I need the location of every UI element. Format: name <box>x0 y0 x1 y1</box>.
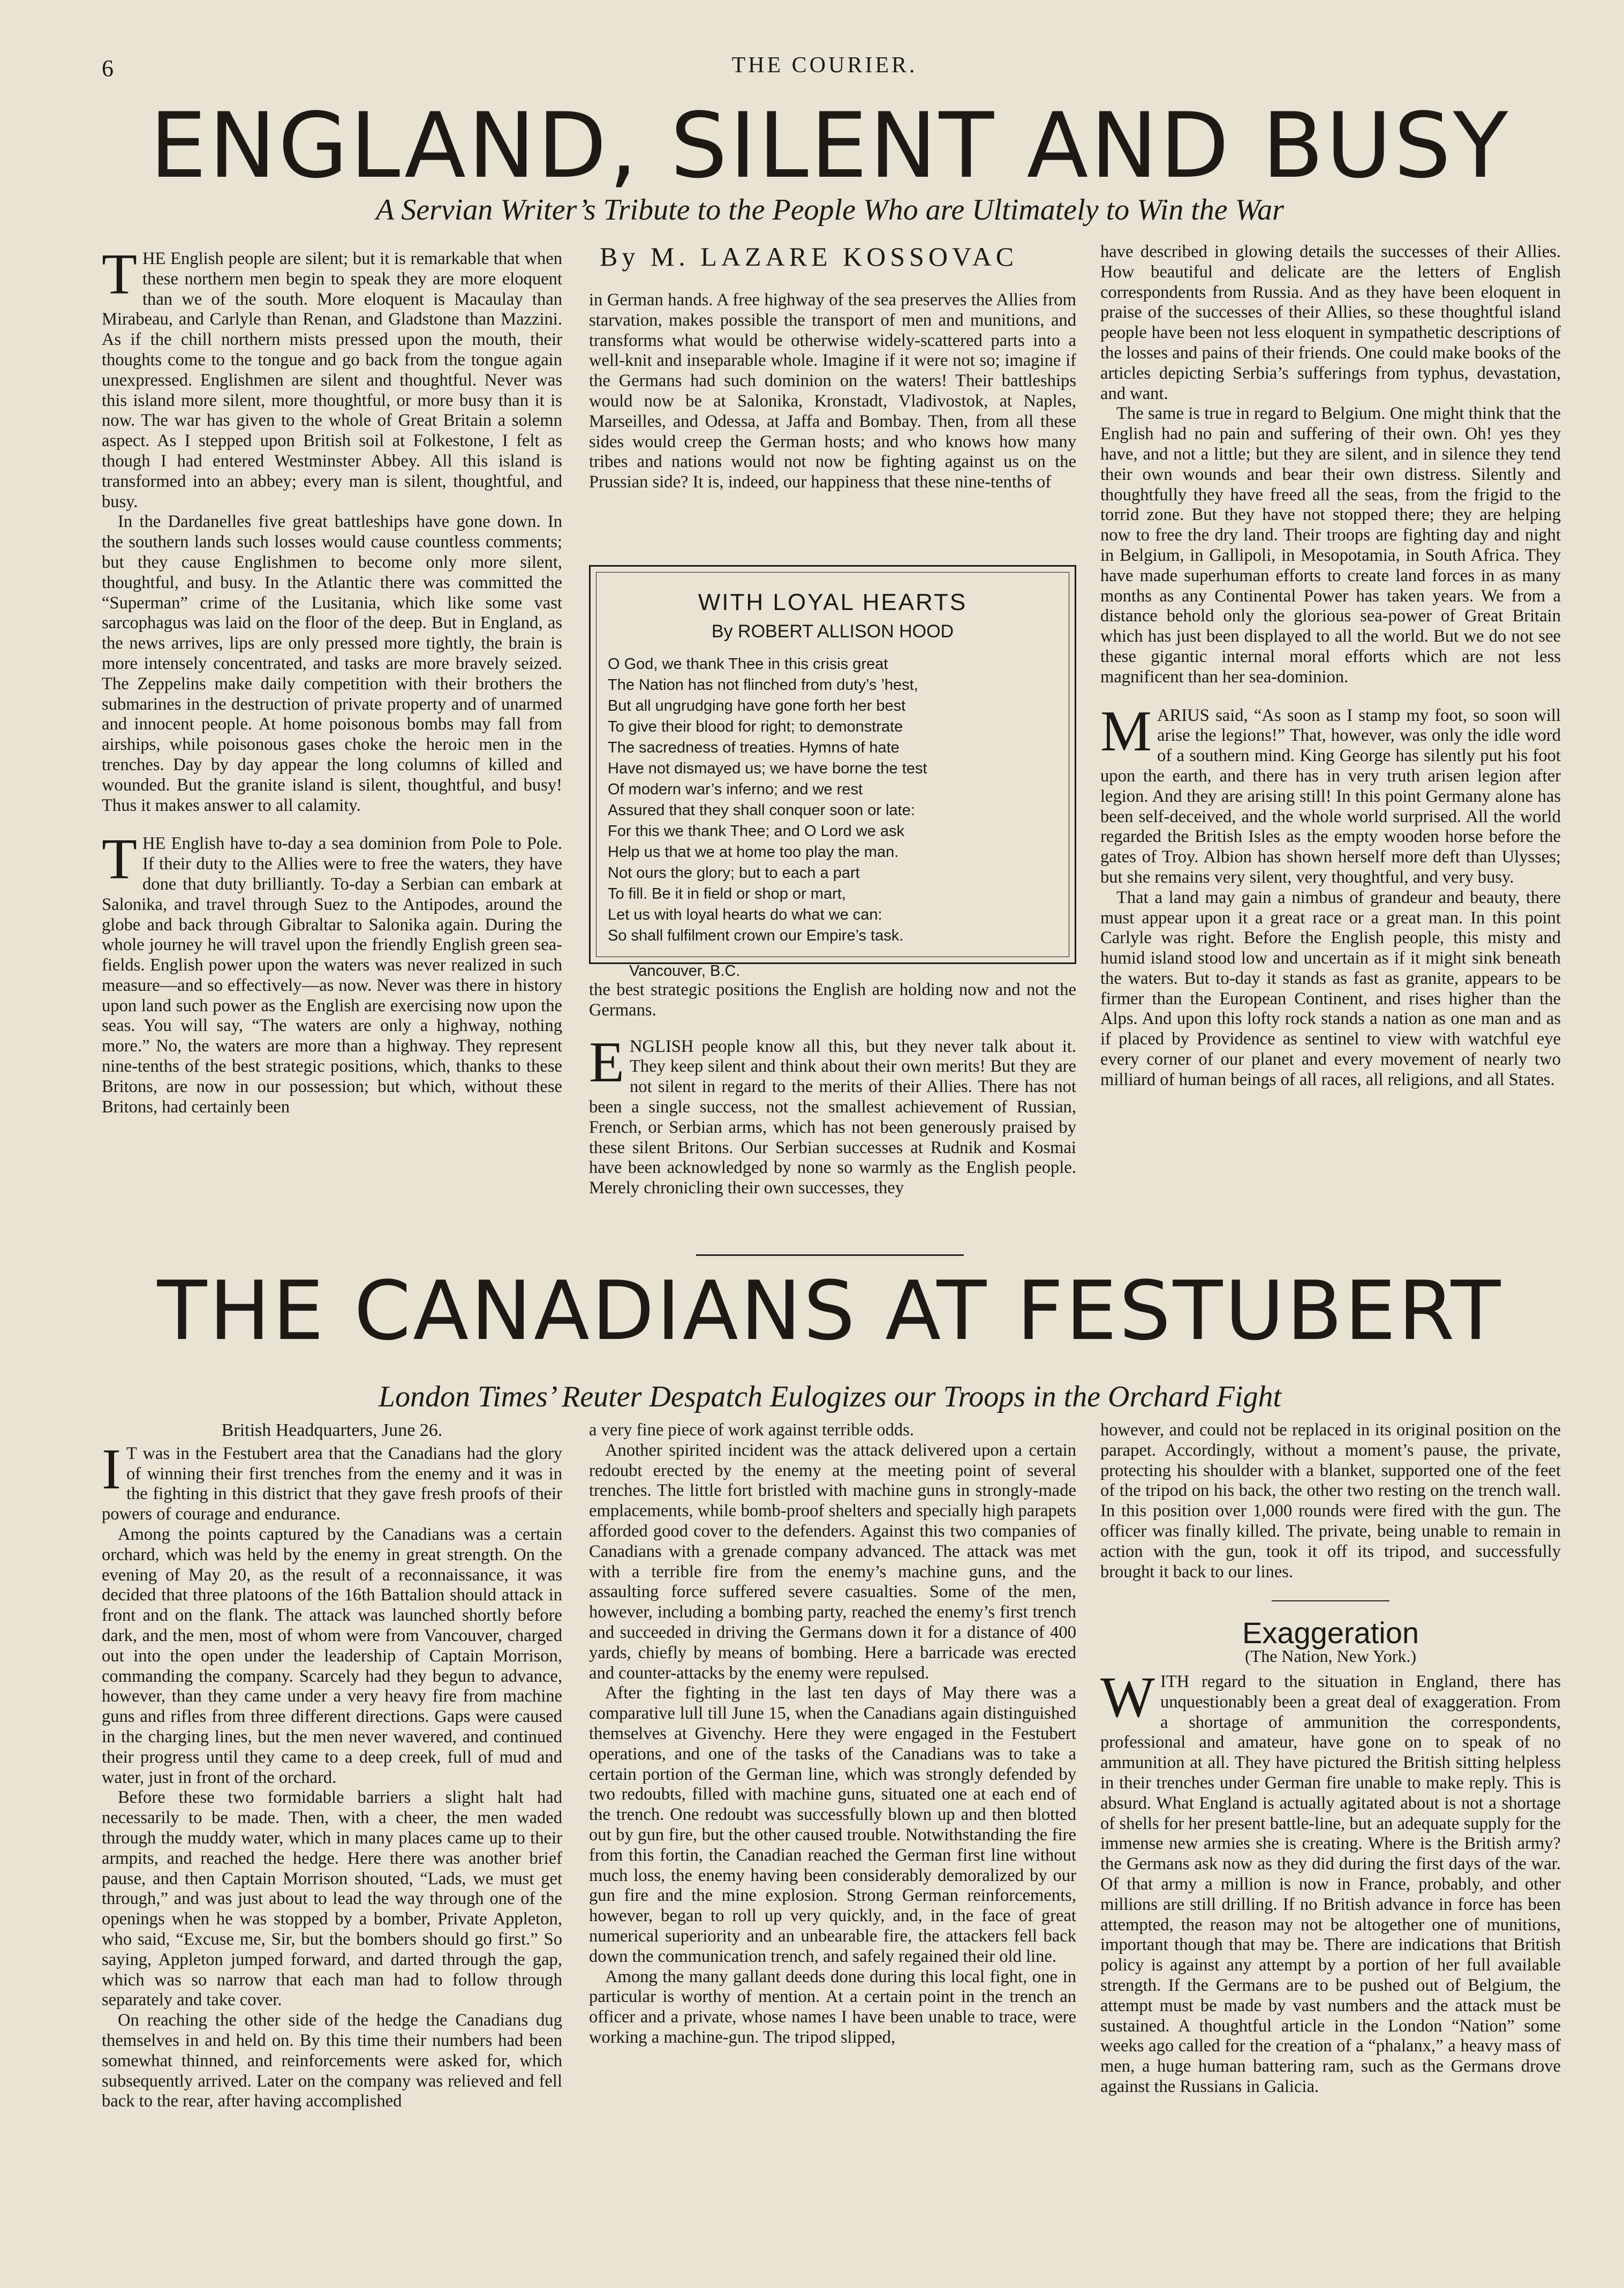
paragraph: On reaching the other side of the hedge the Canadians dug themselves in and held on. By this time their numbers had been somewhat thinned, and reinforcements were asked for, which subsequently arrived. Later on the company was relieved and fell back to the rear, after having accomplished <box>102 2011 562 2111</box>
article1-column-2-top <box>589 290 1076 493</box>
poem-box <box>589 565 1076 980</box>
article1-column-2-bottom <box>589 980 1076 1199</box>
drop-cap: M <box>1100 699 1152 763</box>
paragraph: Among the points captured by the Canadians was a certain orchard, which was held by the enemy in great strength. On the evening of May 20, as the result of a reconnaissance, it was decided that three platoons of the 16th Battalion should attack in front and on the flank. The attack was launched shortly before dark, and the men, most of whom were from Vancouver, charged out into the open under the leadership of Captain Morrison, commanding the company. Scarcely had they begun to advance, however, than they came under a very heavy fire from machine guns and rifles from three different directions. Gaps were caused in the charging lines, but the men never wavered, and continued their progress until they came to a deep creek, full of mud and water, just in front of the orchard. <box>102 1524 562 1787</box>
poem-line: Of modern war’s inferno; and we rest <box>608 781 863 798</box>
article1-column-1 <box>102 243 562 1117</box>
drop-cap: W <box>1100 1665 1155 1729</box>
article2-column-3 <box>1100 1420 1561 2097</box>
paragraph: After the fighting in the last ten days of May there was a comparative lull till June 15, when the Canadians again distinguished themselves at Givenchy. Here they were engaged in the Festubert operations, and one of the tasks of the Canadians was to take a certain portion of the German line, which was strongly defended by two redoubts, filled with machine guns, situated one at each end of the trench. One redoubt was successfully blown up and then blotted out by gun fire, but the other caused trouble. Notwithstanding the fire from this fortin, the Canadian reached the German first line without much loss, the enemy having been considerably demoralized by our gun fire and the mine explosion. Strong German reinforcements, however, began to roll up very quickly, and, in the face of great numerical superiority and an unbearable fire, the attackers fell back down the communication trench, and safely regained their old line. <box>589 1683 1076 1966</box>
poem-line: To fill. Be it in field or shop or mart, <box>608 885 846 902</box>
drop-cap: I <box>102 1437 121 1501</box>
paragraph: In the Dardanelles five great battleships have gone down. In the southern lands such losses would cause countless comments; but they cause Englishmen to become only more silent, thoughtful, and busy. In the Atlantic there was committed the “Superman” crime of the Lusitania, which like some vast sarcophagus was laid on the floor of the deep. But in England, as the news arrives, lips are only pressed more tightly, the brain is more intensely concentrated, and tasks are more bravely seized. The Zeppelins make daily competition with their brothers the submarines in the destruction of private property and of unarmed and innocent people. At home poisonous bombs may fall from airships, while poisonous gases choke the heroic men in the trenches. Day by day appear the long columns of killed and wounded. But the granite island is silent, thoughtful, and busy! Thus it makes answer to all calamity. <box>102 512 562 815</box>
poem-line: So shall fulfilment crown our Empire’s task. <box>608 927 904 944</box>
byline: By M. LAZARE KOSSOVAC <box>600 242 1018 272</box>
column-divider <box>1272 1600 1389 1601</box>
poem-place: Vancouver, B.C. <box>629 962 741 980</box>
dateline: British Headquarters, June 26. <box>221 1420 443 1440</box>
paragraph: That a land may gain a nimbus of grandeur and beauty, there must appear upon it a great race or a great man. In this point Carlyle was right. Before the English people, this misty and humid island stood low and uncertain as if it might sink beneath the waters. But to-day it stands as fast as granite, appears to be firmer than the European Continent, and rises higher than the Alps. And upon this lofty rock stands a nation as one man and as if placed by Providence as sentinel to view with watchful eye every corner of our planet and every movement of nearly two milliard of human beings of all races, all religions, and all States. <box>1100 887 1561 1089</box>
poem-line: But all ungrudging have gone forth her best <box>608 697 906 714</box>
article2-column-2 <box>589 1420 1076 2048</box>
paragraph: Among the many gallant deeds done during this local fight, one in particular is worthy of mention. At a certain point in the trench an officer and a private, whose names I have been unable to trace, were working a machine-gun. The tripod slipped, <box>589 1967 1076 2047</box>
poem-line: For this we thank Thee; and O Lord we ask <box>608 823 904 840</box>
paragraph: Another spirited incident was the attack delivered upon a certain redoubt erected by the enemy at the meeting point of several trenches. The little fort bristled with machine guns in strongly-made emplacements, while bomb-proof shelters and specially high parapets afforded good cover to the defenders. Against this two companies of Canadians with a grenade company advanced. The attack was met with a terrible fire from the enemy’s machine guns, and the assaulting force suffered severe casualties. Some of the men, however, including a bombing party, reached the enemy’s first trench and succeeded in driving the Germans down it for a distance of 400 yards, chiefly by means of bombing. Here a barricade was erected and counter-attacks by the enemy were repulsed. <box>589 1440 1076 1683</box>
headline-england: ENGLAND, SILENT AND BUSY <box>149 93 1510 198</box>
poem-line: The sacredness of treaties. Hymns of hate <box>608 739 900 756</box>
section-divider <box>696 1254 964 1256</box>
paragraph: The same is true in regard to Belgium. One might think that the English had no pain and suffering of their own. Oh! yes they have, and not a little; but they are silent, and in silence they tend their own wounds and bear their own distress. Silently and thoughtfully they have freed all the seas, from the frigid to the torrid zone. But they have not stopped there; they are helping now to free the dry land. Their troops are fighting day and night in Belgium, in Gallipoli, in Mesopotamia, in South Africa. They have made superhuman efforts to create land forces in as many months as any Continental Power has taken years. We from a distance behold only the glorious sea-power of Great Britain which has just been displayed to all the world. But we do not see these gigantic internal moral efforts which are not less magnificent than her sea-dominion. <box>1100 404 1561 687</box>
drop-cap: E <box>589 1030 624 1094</box>
poem-line: Have not dismayed us; we have borne the test <box>608 760 927 777</box>
headline-festubert: THE CANADIANS AT FESTUBERT <box>157 1263 1503 1358</box>
paragraph: WITH regard to the situation in England, there has unquestionably been a great deal of exaggeration. From a shortage of ammunition the correspondents, professional and amateur, have gone on to speak of no ammunition at all. They have pictured the British sitting helpless in their trenches under German fire unable to make reply. This is absurd. What England is actually agitated about is not a shortage of shells for her present battle-line, but an adequate supply for the immense new armies she is creating. Where is the British army? the Germans ask now as they did during the first days of the war. Of that army a million is now in France, probably, and other millions are still drilling. If no British advance in force has been attempted, the reason may not be altogether one of munitions, important though that may be. There are indications that British policy is against any attempt by a portion of her full available strength. If the Germans are to be pushed out of Belgium, the attempt must be made by vast numbers and the attack must be sustained. A thoughtful article in the London “Nation” some weeks ago called for the creation of a “phalanx,” a heavy mass of men, a huge human battering ram, such as the Germans drove against the Russians in Galicia. <box>1100 1665 1561 2096</box>
paragraph: THE English have to-day a sea dominion from Pole to Pole. If their duty to the Allies were to free the waters, they have done that duty brilliantly. To-day a Serbian can embark at Salonika, and travel through Suez to the Antipodes, around the globe and back through Gibraltar to Salonika again. During the whole journey he will travel upon the friendly English green sea-fields. English power upon the waters was never realized in such measure—and so effectively—as now. Never was there in history upon land such power as the English are exercising now upon the seas. You will say, “The waters are only a highway, nothing more.” No, the waters are more than a highway. They represent nine-tenths of the best strategic positions, which, thanks to these Britons, are now in our possession; but which, without these Britons, had certainly been <box>102 827 562 1117</box>
paragraph: the best strategic positions the English are holding now and not the Germans. <box>589 980 1076 1020</box>
article1-column-3 <box>1100 242 1561 1090</box>
running-head: THE COURIER. <box>731 53 918 78</box>
paragraph: however, and could not be replaced in its original position on the parapet. Accordingly, without a moment’s pause, the private, protecting his shoulder with a blanket, supported one of the feet of the tripod on his back, the other two resting on the trench wall. In this position over 1,000 rounds were fired with the gun. The officer was finally killed. The private, being unable to remain in action with the gun, took it off its tripod, and successfully brought it back to our lines. <box>1100 1420 1561 1582</box>
article2-column-1 <box>102 1420 562 2112</box>
poem-author: By ROBERT ALLISON HOOD <box>711 621 954 642</box>
poem-line: Assured that they shall conquer soon or late: <box>608 802 915 819</box>
poem-line: To give their blood for right; to demonstrate <box>608 718 903 735</box>
paragraph: I T was in the Festubert area that the Canadians had the glory of winning their first trenches from the enemy and it was in the fighting in this district that they gave fresh proofs of their powers of courage and endurance. <box>102 1437 562 1524</box>
paragraph: in German hands. A free highway of the sea preserves the Allies from starvation, makes possible the transport of men and munitions, and transforms what would be otherwise widely-scattered parts into a well-knit and inseparable whole. Imagine if it were not so; imagine if the Germans had such dominion on the waters! Their battleships would now be at Salonika, Kronstadt, Vladivostok, at Naples, Marseilles, and Odessa, at Jaffa and Bombay. Then, from all these sides would creep the German hosts; and who knows how many tribes and nations would not now be fighting against us on the Prussian side? It is, indeed, our happiness that these nine-tenths of <box>589 290 1076 492</box>
sidebar-source: (The Nation, New York.) <box>1245 1646 1416 1666</box>
page-number: 6 <box>102 55 114 81</box>
poem-line: The Nation has not flinched from duty’s ’hest, <box>608 676 918 694</box>
sidebar-title: Exaggeration <box>1242 1616 1419 1650</box>
drop-cap: T <box>102 243 137 306</box>
poem-line: Let us with loyal hearts do what we can: <box>608 906 882 923</box>
poem-title: WITH LOYAL HEARTS <box>698 589 968 615</box>
poem-line: Not ours the glory; but to each a part <box>608 864 860 882</box>
paragraph: have described in glowing details the successes of their Allies. How beautiful and delicate are the letters of English correspondents from Russia. And as they have been eloquent in praise of the successes of their Allies, so these thoughtful island people have been not less eloquent in sympathetic descriptions of the losses and pains of their friends. One could make books of the articles depicting Serbia’s sufferings from typhus, devastation, and want. <box>1100 242 1561 403</box>
paragraph: Before these two formidable barriers a slight halt had necessarily to be made. Then, with a cheer, the men waded through the muddy water, which in many places came up to their armpits, and reached the hedge. Here there was another brief pause, and then Captain Morrison shouted, “Lads, we must get through,” and was just about to lead the way through one of the openings when he was stopped by a bomber, Private Appleton, who said, “Excuse me, Sir, but the bombers should go first.” So saying, Appleton jumped forward, and darted through the gap, which was so narrow that each man had to follow through separately and take cover. <box>102 1788 562 2010</box>
subhead-england: A Servian Writer’s Tribute to the People Who are Ultimately to Win the War <box>376 193 1284 227</box>
paragraph: a very fine piece of work against terrible odds. <box>589 1420 914 1440</box>
poem-line: Help us that we at home too play the man. <box>608 844 899 861</box>
paragraph: MARIUS said, “As soon as I stamp my foot, so soon will arise the legions!” That, however, was only the idle word of a southern mind. King George has silently put his foot upon the earth, and there has in very truth arisen legion after legion. And they are arising still! In this point Germany alone has been self-deceived, and the whole world surprised. All the world regarded the British Isles as the empty wooden horse before the gates of Troy. Albion has shown herself more deft than Ulysses; but she remains very silent, very thoughtful, and very busy. <box>1100 699 1561 887</box>
paragraph: ENGLISH people know all this, but they never talk about it. They keep silent and think about their own merits! But they are not silent in regard to the merits of their Allies. There has not been a single success, not the smallest achievement of Russian, French, or Serbian arms, which has not been generously praised by these silent Britons. Our Serbian successes at Rudnik and Kosmai have been acknowledged by none so warmly as the English people. Merely chronicling their own successes, they <box>589 1030 1076 1198</box>
subhead-festubert: London Times’ Reuter Despatch Eulogizes our Troops in the Orchard Fight <box>378 1380 1282 1413</box>
paragraph: THE English people are silent; but it is remarkable that when these northern men begin to speak they are more eloquent than we of the south. More eloquent is Macaulay than Mirabeau, and Carlyle than Renan, and Gladstone than Mazzini. As if the chill northern mists pressed upon the mouth, their thoughts come to the tongue and go back from the tongue again unexpressed. Englishmen are silent and thoughtful. Never was this island more silent, more thoughtful, or more busy than it is now. The war has given to the whole of Great Britain a solemn aspect. As I stepped upon British soil at Folkestone, I felt as though I had entered Westminster Abbey. All this island is transformed into an abbey; every man is silent, thoughtful, and busy. <box>102 243 562 511</box>
drop-cap: T <box>102 827 137 892</box>
poem-line: O God, we thank Thee in this crisis great <box>608 656 888 673</box>
